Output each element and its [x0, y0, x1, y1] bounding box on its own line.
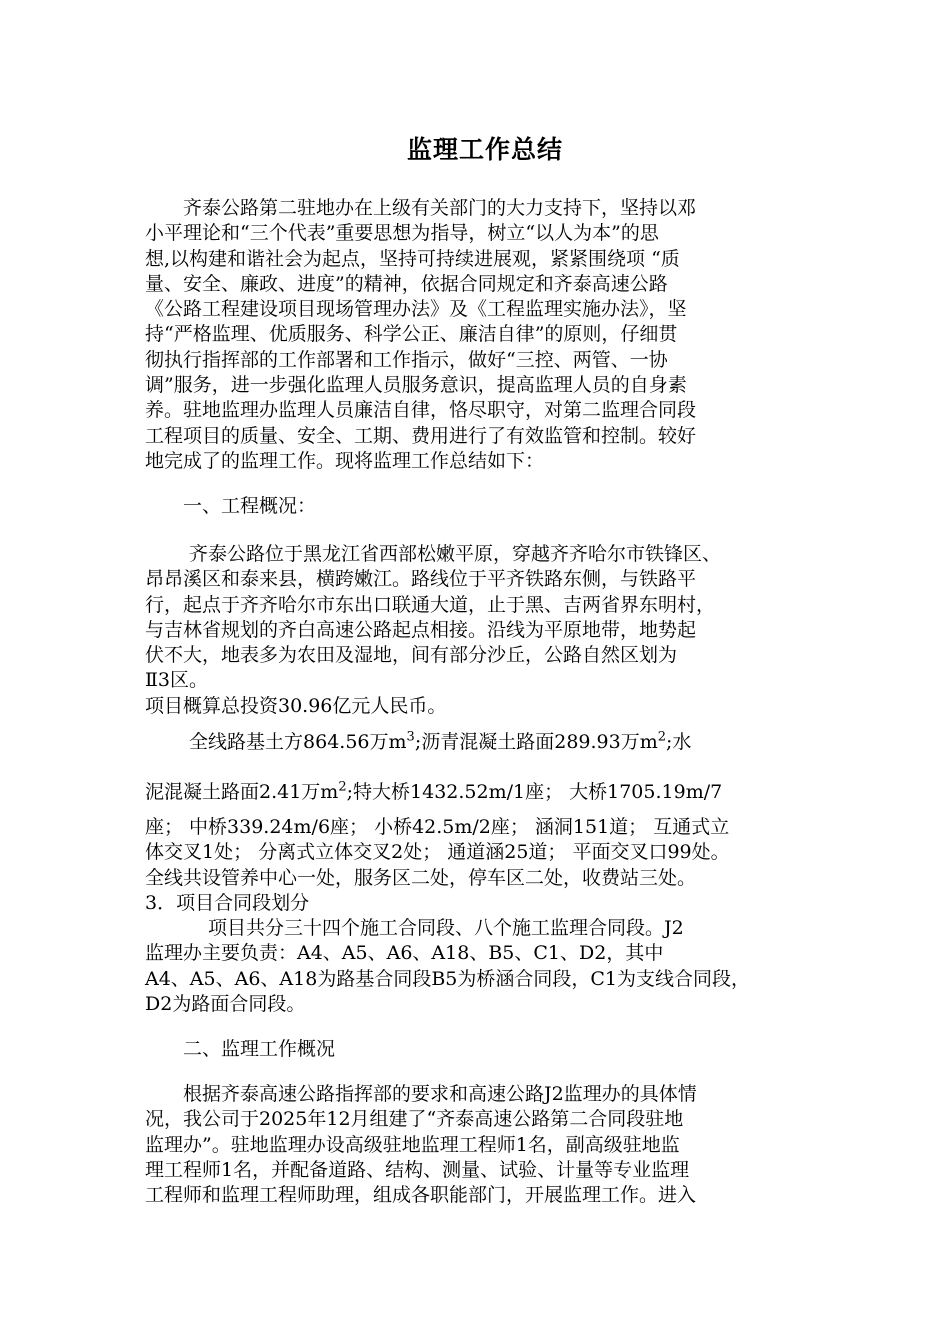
text-segment: 泥混凝土路面2.41万m — [145, 781, 339, 803]
text-line: 座； 中桥339.24m/6座； 小桥42.5m/2座； 涵洞151道； 互通式立 — [145, 816, 730, 838]
text-line: 齐泰公路第二驻地办在上级有关部门的大力支持下，坚持以邓 — [145, 197, 697, 219]
text-segment: ;特大桥1432.52m/1座； 大桥1705.19m/7 — [346, 781, 723, 803]
text-line: 齐泰公路位于黑龙江省西部松嫩平原，穿越齐齐哈尔市铁锋区、 — [145, 543, 722, 565]
text-line: 想,以构建和谐社会为起点，坚持可持续进展观，紧紧围绕项 “质 — [145, 247, 680, 270]
text-line: 彻执行指挥部的工作部署和工作指示，做好“三控、两管、一协 — [145, 348, 668, 371]
text-line: 3．项目合同段划分 — [145, 891, 310, 914]
overview-paragraph — [145, 542, 825, 719]
text-line: 况，我公司于2025年12月组建了“齐泰高速公路第二合同段驻地 — [145, 1108, 684, 1131]
text-line: 体交叉1处； 分离式立体交叉2处； 通道涵25道； 平面交叉口99处。 — [145, 841, 730, 864]
text-line: 小平理论和“三个代表”重要思想为指导，树立“以人为本”的思 — [145, 222, 659, 245]
text-line: A4、A5、A6、A18为路基合同段B5为桥涵合同段，C1为支线合同段， — [145, 967, 751, 990]
text-line: 养。驻地监理办监理人员廉洁自律，恪尽职守，对第二监理合同段 — [145, 399, 697, 422]
intro-paragraph — [145, 196, 825, 474]
text-line — [145, 730, 825, 755]
text-line: 监理办主要负责：A4、A5、A6、A18、B5、C1、D2，其中 — [145, 942, 664, 965]
text-line: 工程师和监理工程师助理，组成各职能部门，开展监理工作。进入 — [145, 1184, 697, 1207]
text-segment: ;沥青混凝土路面289.93万m — [414, 731, 658, 753]
page-title: 监理工作总结 — [406, 135, 563, 164]
text-line: 项目概算总投资30.96亿元人民币。 — [145, 694, 447, 717]
quantities-line-1 — [145, 730, 825, 755]
text-segment: ;水 — [666, 731, 692, 753]
text-line: 调”服务，进一步强化监理人员服务意识，提高监理人员的自身素 — [145, 374, 687, 397]
superscript: 3 — [406, 729, 415, 745]
text-line: 昂昂溪区和泰来县，横跨嫩江。路线位于平齐铁路东侧，与铁路平 — [145, 568, 697, 591]
text-line: 持“严格监理、优质服务、科学公正、廉洁自律”的原则，仔细贯 — [145, 323, 678, 346]
superscript: 2 — [657, 729, 667, 745]
text-line — [145, 780, 825, 805]
text-line: Ⅱ3区。 — [145, 669, 209, 692]
quantities-line-2 — [145, 780, 825, 805]
section-heading: 二、监理工作概况 — [145, 1038, 336, 1060]
text-line: 项目共分三十四个施工合同段、八个施工监理合同段。J2 — [145, 917, 684, 939]
text-line: 量、安全、廉政、进度”的精神，依据合同规定和齐泰高速公路 — [145, 272, 668, 295]
superscript: 2 — [338, 779, 347, 795]
section-heading-overview — [145, 494, 825, 519]
text-line: 与吉林省规划的齐白高速公路起点相接。沿线为平原地带，地势起 — [145, 618, 697, 641]
text-line: 地完成了的监理工作。现将监理工作总结如下： — [145, 449, 545, 472]
text-line: 伏不大，地表多为农田及湿地，间有部分沙丘，公路自然区划为 — [145, 644, 678, 667]
section-heading-work — [145, 1037, 825, 1062]
text-line: 工程项目的质量、安全、工期、费用进行了有效监管和控制。较好 — [145, 424, 697, 447]
text-line: 《公路工程建设项目现场管理办法》及《工程监理实施办法》，坚 — [145, 298, 687, 321]
text-line: 行，起点于齐齐哈尔市东出口联通大道，止于黑、吉两省界东明村， — [145, 593, 716, 616]
contract-paragraph — [145, 916, 825, 1017]
quantities-paragraph — [145, 815, 825, 916]
work-paragraph — [145, 1082, 825, 1208]
text-line: 理工程师1名，并配备道路、结构、测量、试验、计量等专业监理 — [145, 1158, 690, 1181]
text-line: D2为路面合同段。 — [145, 992, 306, 1015]
text-line: 根据齐泰高速公路指挥部的要求和高速公路J2监理办的具体情 — [145, 1083, 697, 1105]
section-heading: 一、工程概况： — [145, 495, 317, 517]
text-segment: 全线路基土方864.56万m — [145, 731, 407, 753]
text-line: 全线共设管养中心一处，服务区二处，停车区二处，收费站三处。 — [145, 866, 697, 889]
text-line: 监理办”。驻地监理办设高级驻地监理工程师1名，副高级驻地监 — [145, 1133, 680, 1156]
